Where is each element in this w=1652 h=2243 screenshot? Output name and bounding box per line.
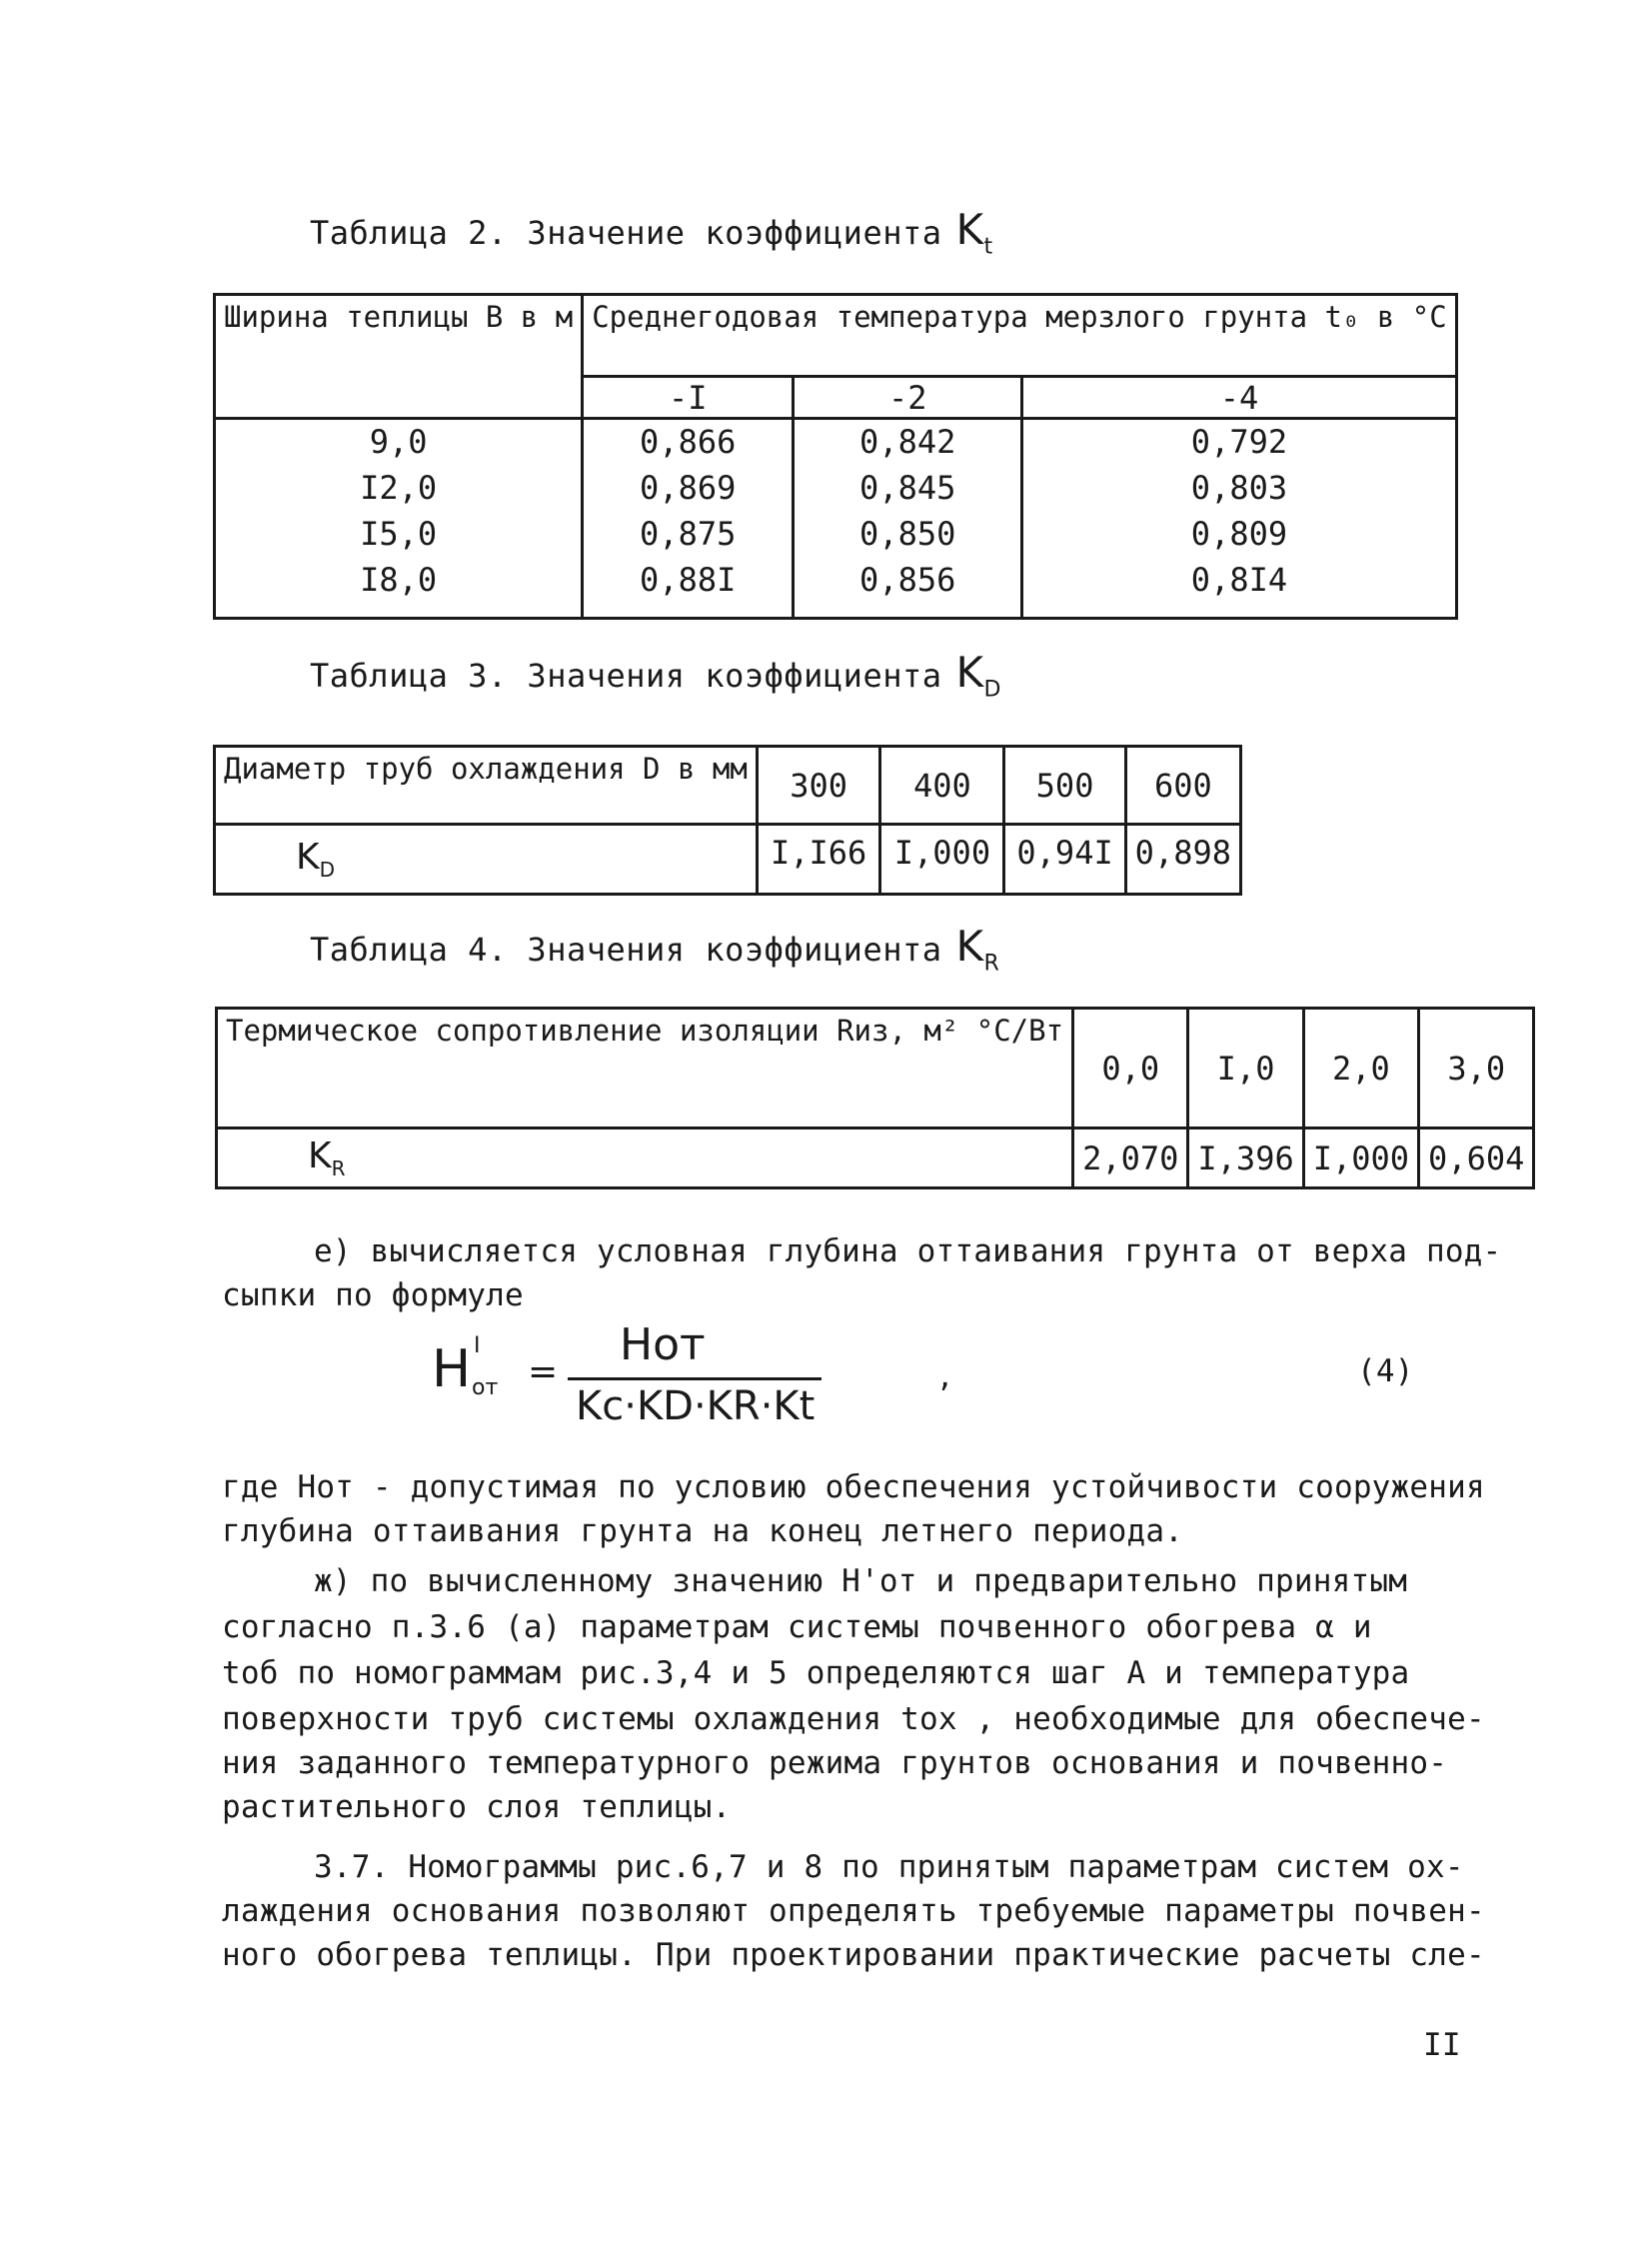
table4-caption	[310, 922, 999, 976]
table-cell: 0,8I4	[1022, 557, 1457, 619]
table4	[215, 1007, 1535, 1189]
table-row	[215, 511, 1457, 557]
table2-header-main: Среднегодовая температура мерзлого грунта t₀ в °С	[583, 295, 1457, 377]
table2	[213, 293, 1458, 620]
table2-col-head: -I	[583, 377, 794, 419]
table4-header-left: Термическое сопротивление изоляции Rиз, м² °С/Вт	[217, 1009, 1073, 1128]
para-zh-line4: поверхности труб системы охлаждения tох , необходимые для обеспече-	[222, 1701, 1485, 1737]
formula-number: (4)	[1357, 1353, 1414, 1389]
table3-caption-text: Таблица 3. Значения коэффициента	[310, 657, 942, 695]
table-cell: I,000	[1303, 1128, 1418, 1188]
table4-row-label: $K_R$	[217, 1128, 1073, 1188]
table-cell: 0,842	[794, 419, 1022, 465]
formula-numerator: Hот	[620, 1319, 706, 1370]
table4-symbol: $K_R$	[955, 922, 1000, 977]
para-37-line3: ного обогрева теплицы. При проектировании практические расчеты сле-	[222, 1937, 1485, 1973]
table4-caption-text: Таблица 4. Значения коэффициента	[310, 931, 942, 969]
table-cell: 2,070	[1073, 1128, 1188, 1188]
where-line2: глубина оттаивания грунта на конец летнего периода.	[222, 1513, 1184, 1549]
table2-header-left: Ширина теплицы В в м	[215, 295, 583, 419]
table3-col-head: 500	[1004, 747, 1125, 825]
table-cell: 0,856	[794, 557, 1022, 619]
table-cell: I,396	[1188, 1128, 1303, 1188]
para-zh-line5: ния заданного температурного режима грунтов основания и почвенно-	[222, 1745, 1448, 1781]
para-zh-line6: растительного слоя теплицы.	[222, 1789, 732, 1825]
table2-col-head: -4	[1022, 377, 1457, 419]
table4-col-head: 3,0	[1419, 1009, 1534, 1128]
table3-row-label: $K_D$	[215, 825, 758, 895]
table-cell: 0,869	[583, 465, 794, 511]
table-cell: 0,850	[794, 511, 1022, 557]
table2-caption	[310, 205, 993, 259]
formula-lhs-sub: от	[472, 1375, 499, 1400]
table-cell: 0,792	[1022, 419, 1457, 465]
table-row	[215, 825, 1241, 895]
table-cell: I2,0	[215, 465, 583, 511]
table-cell: 0,866	[583, 419, 794, 465]
para-zh-line2: согласно п.3.6 (а) параметрам системы почвенного обогрева α и	[222, 1609, 1372, 1645]
table-row	[217, 1128, 1534, 1188]
formula-comma: ,	[939, 1355, 950, 1395]
para-37-line2: лаждения основания позволяют определять требуемые параметры почвен-	[222, 1893, 1485, 1929]
page-number: II	[1423, 2027, 1461, 2063]
table3-col-head: 400	[880, 747, 1004, 825]
table2-caption-text: Таблица 2. Значение коэффициента	[310, 214, 942, 252]
table-cell: 0,604	[1419, 1128, 1534, 1188]
table-cell: 0,88I	[583, 557, 794, 619]
formula-fraction-line	[568, 1377, 822, 1380]
table3-symbol: $K_D$	[955, 648, 1001, 703]
table-cell: 0,875	[583, 511, 794, 557]
para-37-line1: 3.7. Номограммы рис.6,7 и 8 по принятым параметрам систем ох-	[314, 1849, 1464, 1885]
table2-col-head: -2	[794, 377, 1022, 419]
table3-col-head: 600	[1125, 747, 1240, 825]
table-cell: I8,0	[215, 557, 583, 619]
table-cell: 0,845	[794, 465, 1022, 511]
where-line1: где Hот - допустимая по условию обеспечения устойчивости сооружения	[222, 1469, 1485, 1505]
table-cell: 0,94I	[1004, 825, 1125, 895]
para-e-line1: е) вычисляется условная глубина оттаивания грунта от верха под-	[314, 1233, 1502, 1269]
table3	[213, 745, 1242, 896]
table-row	[215, 419, 1457, 465]
table-cell: 9,0	[215, 419, 583, 465]
para-zh-line1: ж) по вычисленному значению H'от и предварительно принятым	[314, 1563, 1408, 1599]
table-cell: 0,809	[1022, 511, 1457, 557]
formula-equals: =	[528, 1351, 559, 1392]
para-e-line2: сыпки по формуле	[222, 1277, 524, 1313]
table-cell: I5,0	[215, 511, 583, 557]
table2-symbol: $K_t$	[955, 205, 993, 260]
formula-denominator: Kс·KD·KR·Kt	[576, 1383, 816, 1429]
table-row	[215, 557, 1457, 619]
table-cell: 0,898	[1125, 825, 1240, 895]
table-row	[215, 465, 1457, 511]
table-cell: I,I66	[757, 825, 880, 895]
table4-col-head: 0,0	[1073, 1009, 1188, 1128]
table-cell: I,000	[880, 825, 1004, 895]
formula-lhs: H I от	[432, 1333, 499, 1400]
table-cell: 0,803	[1022, 465, 1457, 511]
formula-lhs-sup: I	[474, 1333, 481, 1358]
table4-col-head: I,0	[1188, 1009, 1303, 1128]
table3-caption	[310, 648, 1001, 702]
table4-col-head: 2,0	[1303, 1009, 1418, 1128]
table3-header-left: Диаметр труб охлаждения D в мм	[215, 747, 758, 825]
table3-col-head: 300	[757, 747, 880, 825]
para-zh-line3: tоб по номограммам рис.3,4 и 5 определяются шаг A и температура	[222, 1655, 1410, 1691]
